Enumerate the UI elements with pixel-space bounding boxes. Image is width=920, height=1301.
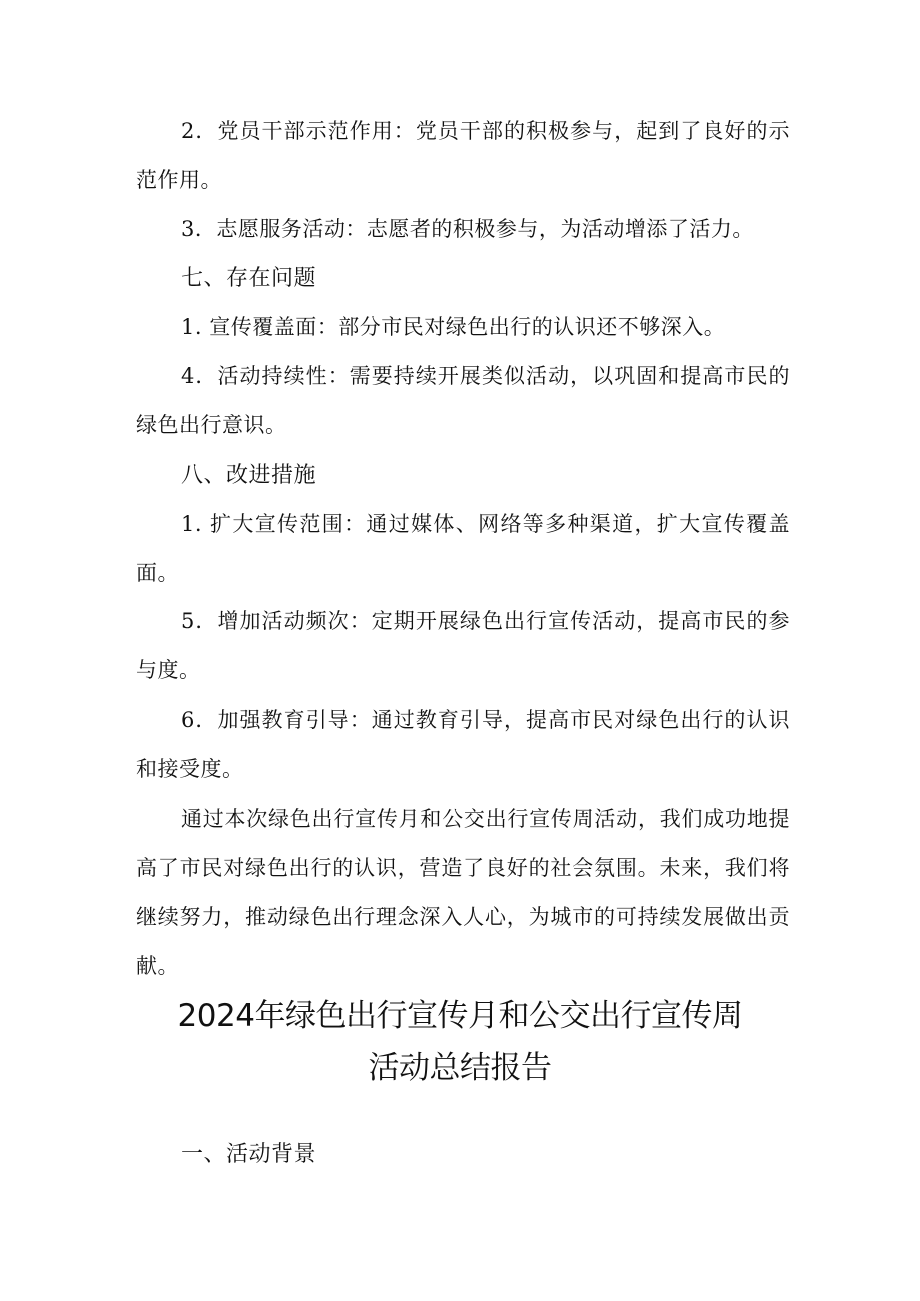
paragraph-activity-sustainability: 4．活动持续性：需要持续开展类似活动，以巩固和提高市民的绿色出行意识。 [136,364,790,437]
paragraph-conclusion: 通过本次绿色出行宣传月和公交出行宣传周活动，我们成功地提高了市民对绿色出行的认识，营造了良好的社会氛围。未来，我们将继续努力，推动绿色出行理念深入人心，为城市的可持续发展做出贡献。 [136,807,790,978]
section-heading-background: 一、活动背景 [181,1142,317,1167]
section-heading-problems: 七、存在问题 [181,266,317,291]
paragraph-volunteer-service: 3．志愿服务活动：志愿者的积极参与，为活动增添了活力。 [181,217,754,241]
paragraph-party-cadre-role: 2．党员干部示范作用：党员干部的积极参与，起到了良好的示范作用。 [136,119,790,192]
document-title [120,990,800,1094]
document-title-line-2: 活动总结报告 [368,1050,552,1086]
paragraph-expand-publicity: 1. 扩大宣传范围：通过媒体、网络等多种渠道，扩大宣传覆盖面。 [136,512,790,585]
section-heading-improvements: 八、改进措施 [181,463,317,488]
paragraph-increase-frequency: 5．增加活动频次：定期开展绿色出行宣传活动，提高市民的参与度。 [136,609,790,682]
paragraph-publicity-coverage: 1. 宣传覆盖面：部分市民对绿色出行的认识还不够深入。 [181,315,726,339]
document-title-line-1: 2024年绿色出行宣传月和公交出行宣传周 [177,998,743,1034]
paragraph-strengthen-education: 6．加强教育引导：通过教育引导，提高市民对绿色出行的认识和接受度。 [136,708,790,781]
